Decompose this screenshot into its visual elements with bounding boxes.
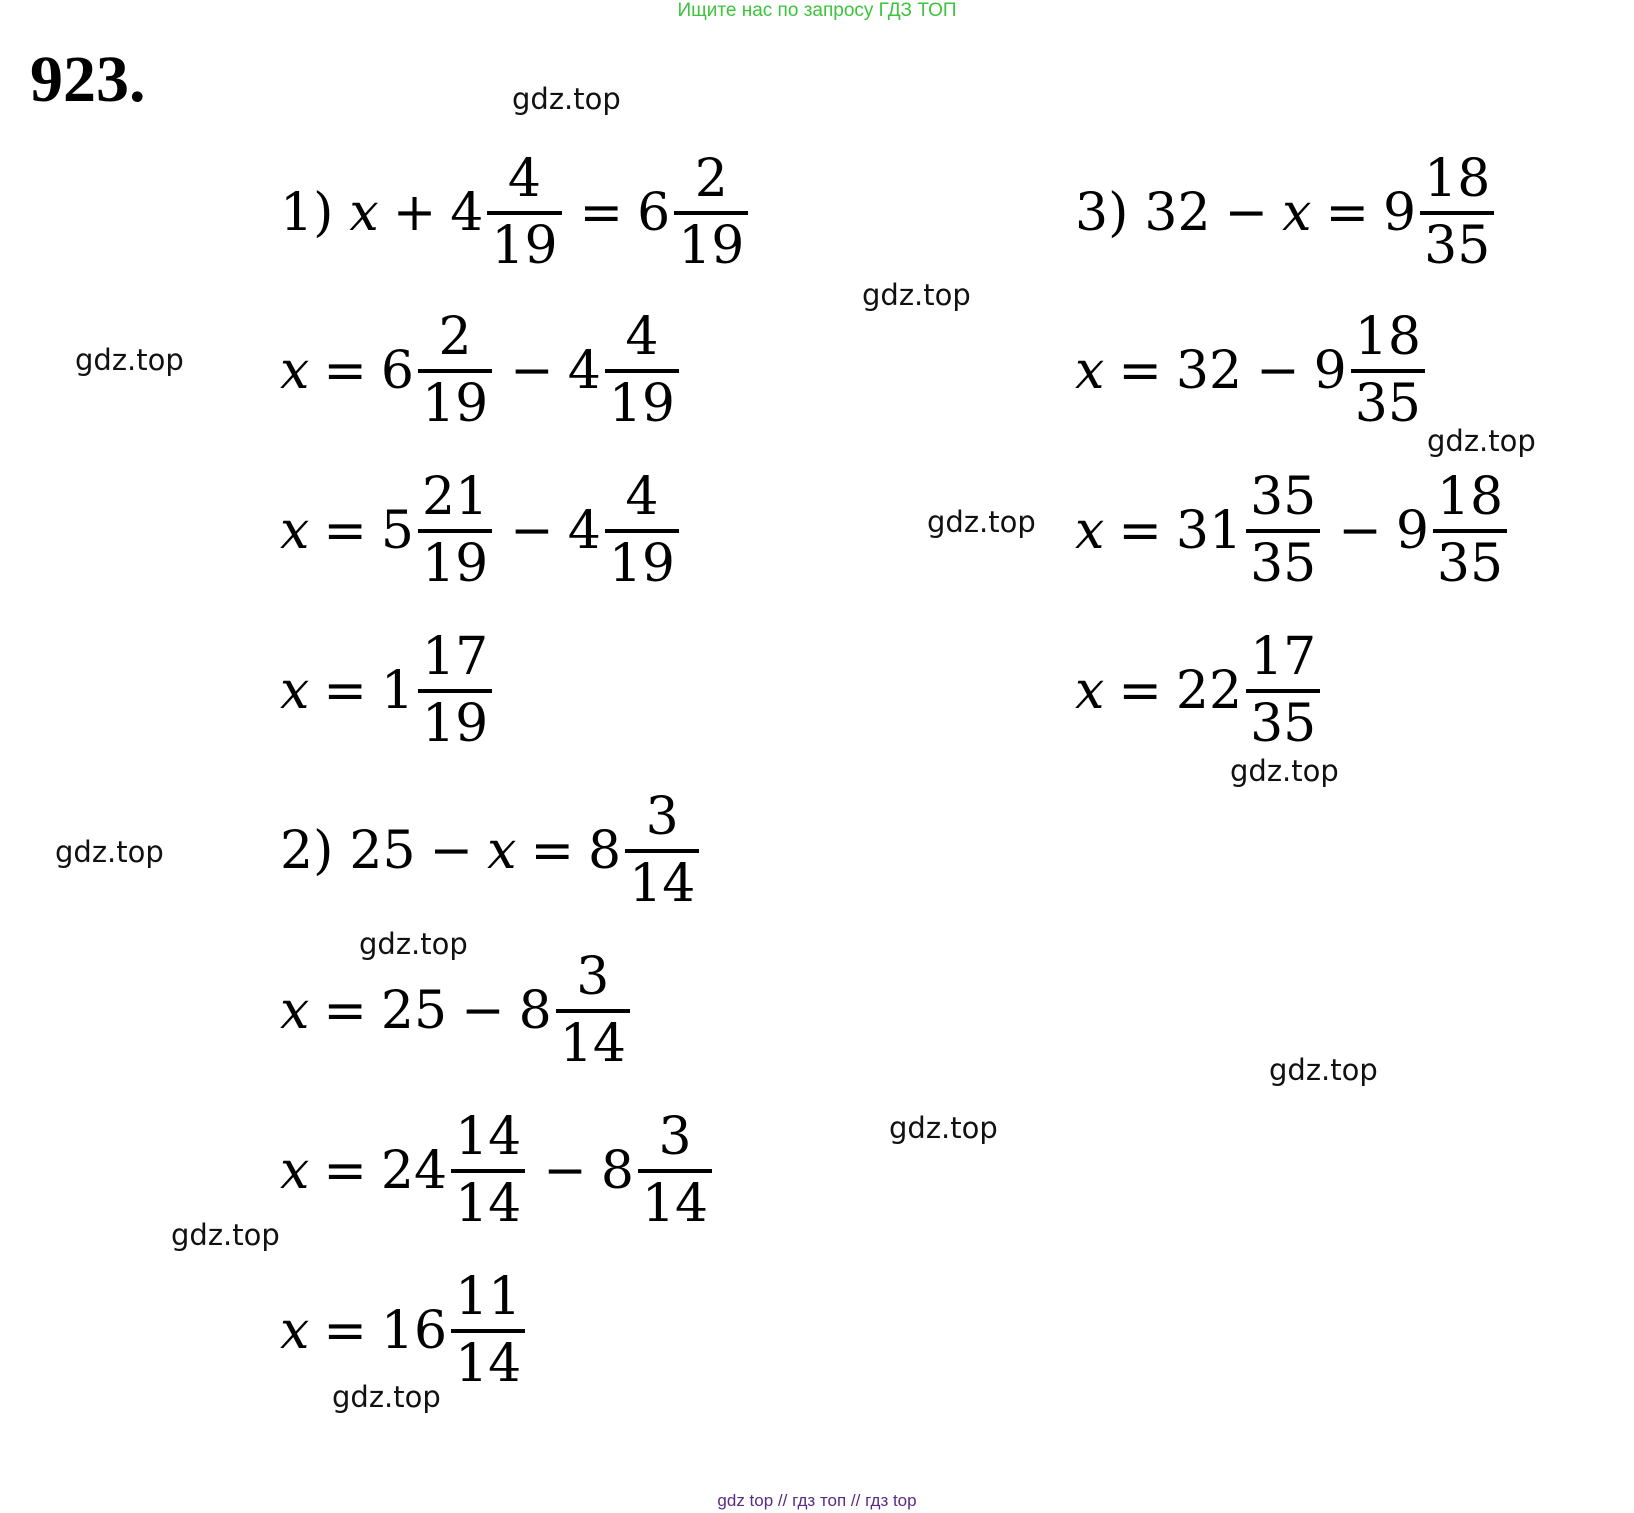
- watermark: gdz.top: [927, 505, 1036, 539]
- minus-sign: −: [1338, 501, 1382, 561]
- denominator: 19: [422, 534, 489, 594]
- denominator: 19: [491, 216, 558, 276]
- watermark: gdz.top: [55, 835, 164, 869]
- whole-part: 31: [1175, 501, 1243, 561]
- fraction-bar: [1246, 689, 1320, 693]
- fraction-bar: [1246, 529, 1320, 533]
- fraction: [418, 467, 492, 594]
- minus-sign: −: [1224, 183, 1269, 243]
- p1-answer: [280, 626, 496, 756]
- fraction-bar: [451, 1329, 525, 1333]
- fraction-bar: [674, 211, 748, 215]
- numerator: 4: [625, 467, 659, 528]
- watermark: gdz.top: [1269, 1053, 1378, 1087]
- minus-sign: −: [543, 1141, 587, 1201]
- number: 32: [1144, 183, 1211, 243]
- equals-sign: =: [1118, 341, 1162, 401]
- fraction-bar: [605, 529, 679, 533]
- fraction-bar: [418, 689, 492, 693]
- fraction-bar: [1433, 529, 1507, 533]
- p2-answer: [280, 1266, 529, 1396]
- numerator: 14: [455, 1107, 522, 1168]
- numerator: 21: [422, 467, 489, 528]
- watermark: gdz.top: [1230, 754, 1339, 788]
- fraction: [1246, 467, 1320, 594]
- p2-step-1: [280, 946, 634, 1076]
- denominator: 19: [678, 216, 745, 276]
- variable-x: x: [1282, 183, 1312, 243]
- denominator: 35: [1354, 374, 1421, 434]
- whole-part: 9: [1395, 501, 1429, 561]
- fraction-bar: [1420, 211, 1494, 215]
- variable-x: x: [280, 1141, 310, 1201]
- number: 25: [380, 981, 448, 1041]
- denominator: 19: [608, 534, 676, 594]
- variable-x: x: [1075, 661, 1105, 721]
- fraction-bar: [418, 529, 492, 533]
- fraction: [451, 1267, 525, 1394]
- minus-sign: −: [1256, 341, 1300, 401]
- numerator: 17: [422, 627, 489, 688]
- watermark: gdz.top: [862, 278, 971, 312]
- p3-answer: [1075, 626, 1324, 756]
- denominator: 19: [608, 374, 676, 434]
- fraction-bar: [1351, 369, 1425, 373]
- variable-x: x: [280, 1301, 310, 1361]
- whole-part: 9: [1313, 341, 1347, 401]
- minus-sign: −: [429, 821, 474, 881]
- equals-sign: =: [323, 661, 367, 721]
- watermark: gdz.top: [512, 82, 621, 116]
- numerator: 3: [658, 1107, 692, 1168]
- denominator: 19: [422, 374, 489, 434]
- fraction: [1351, 307, 1425, 434]
- whole-part: 8: [600, 1141, 634, 1201]
- denominator: 14: [559, 1014, 626, 1074]
- numerator: 18: [1354, 307, 1421, 368]
- fraction: [1420, 149, 1494, 276]
- fraction-bar: [556, 1009, 630, 1013]
- whole-part: 8: [588, 821, 622, 881]
- numerator: 11: [455, 1267, 522, 1328]
- minus-sign: −: [510, 501, 554, 561]
- plus-sign: +: [392, 183, 437, 243]
- numerator: 4: [507, 149, 541, 210]
- fraction-bar: [451, 1169, 525, 1173]
- denominator: 35: [1250, 534, 1317, 594]
- p3-step-2: [1075, 466, 1511, 596]
- variable-x: x: [280, 341, 310, 401]
- fraction: [1433, 467, 1507, 594]
- number: 32: [1175, 341, 1243, 401]
- fraction: [418, 627, 492, 754]
- equals-sign: =: [323, 501, 367, 561]
- variable-x: x: [1075, 501, 1105, 561]
- fraction: [605, 467, 679, 594]
- numerator: 3: [576, 947, 610, 1008]
- fraction-bar: [418, 369, 492, 373]
- fraction: [674, 149, 748, 276]
- equals-sign: =: [1118, 661, 1162, 721]
- numerator: 3: [645, 787, 679, 848]
- variable-x: x: [280, 661, 310, 721]
- item-label: 1): [280, 183, 334, 243]
- denominator: 35: [1250, 694, 1317, 754]
- p1-equation: [280, 148, 752, 278]
- numerator: 18: [1436, 467, 1504, 528]
- numerator: 18: [1424, 149, 1491, 210]
- watermark: gdz.top: [1427, 424, 1536, 458]
- denominator: 14: [455, 1334, 522, 1394]
- denominator: 19: [422, 694, 489, 754]
- whole-part: 4: [567, 501, 601, 561]
- denominator: 14: [455, 1174, 522, 1234]
- p1-step-1: [280, 306, 683, 436]
- whole-part: 1: [380, 661, 414, 721]
- whole-part: 5: [380, 501, 414, 561]
- top-banner: Ищите нас по запросу ГДЗ ТОП: [677, 0, 957, 21]
- equals-sign: =: [323, 1301, 367, 1361]
- whole-part: 6: [380, 341, 414, 401]
- minus-sign: −: [461, 981, 505, 1041]
- fraction: [487, 149, 561, 276]
- numerator: 17: [1250, 627, 1317, 688]
- fraction: [605, 307, 679, 434]
- variable-x: x: [1075, 341, 1105, 401]
- denominator: 14: [641, 1174, 709, 1234]
- fraction-bar: [487, 211, 561, 215]
- whole-part: 24: [380, 1141, 448, 1201]
- watermark: gdz.top: [75, 343, 184, 377]
- whole-part: 22: [1175, 661, 1243, 721]
- p3-step-1: [1075, 306, 1429, 436]
- equals-sign: =: [579, 183, 624, 243]
- footer-links: gdz top // гдз топ // гдз top: [717, 1491, 917, 1510]
- p2-step-2: [280, 1106, 716, 1236]
- fraction: [638, 1107, 712, 1234]
- fraction: [451, 1107, 525, 1234]
- fraction-bar: [638, 1169, 712, 1173]
- equals-sign: =: [1325, 183, 1370, 243]
- whole-part: 9: [1383, 183, 1417, 243]
- p1-step-2: [280, 466, 683, 596]
- equals-sign: =: [530, 821, 575, 881]
- whole-part: 4: [567, 341, 601, 401]
- p2-equation: [280, 786, 703, 916]
- numerator: 4: [625, 307, 659, 368]
- numerator: 2: [438, 307, 472, 368]
- equals-sign: =: [323, 341, 367, 401]
- whole-part: 6: [637, 183, 671, 243]
- denominator: 14: [629, 854, 696, 914]
- numerator: 35: [1250, 467, 1317, 528]
- item-label: 3): [1075, 183, 1129, 243]
- watermark: gdz.top: [359, 927, 468, 961]
- fraction: [625, 787, 699, 914]
- equals-sign: =: [323, 981, 367, 1041]
- variable-x: x: [280, 981, 310, 1041]
- whole-part: 4: [450, 183, 484, 243]
- variable-x: x: [349, 183, 379, 243]
- denominator: 35: [1436, 534, 1504, 594]
- watermark: gdz.top: [889, 1111, 998, 1145]
- numerator: 2: [694, 149, 728, 210]
- variable-x: x: [280, 501, 310, 561]
- watermark: gdz.top: [332, 1380, 441, 1414]
- problem-number: 923.: [30, 43, 146, 116]
- fraction-bar: [605, 369, 679, 373]
- fraction: [418, 307, 492, 434]
- fraction: [1246, 627, 1320, 754]
- denominator: 35: [1424, 216, 1491, 276]
- item-label: 2): [280, 821, 334, 881]
- equals-sign: =: [1118, 501, 1162, 561]
- whole-part: 16: [380, 1301, 448, 1361]
- variable-x: x: [487, 821, 517, 881]
- equals-sign: =: [323, 1141, 367, 1201]
- p3-equation: [1075, 148, 1498, 278]
- fraction: [556, 947, 630, 1074]
- watermark: gdz.top: [171, 1218, 280, 1252]
- number: 25: [349, 821, 416, 881]
- minus-sign: −: [510, 341, 554, 401]
- fraction-bar: [625, 849, 699, 853]
- whole-part: 8: [518, 981, 552, 1041]
